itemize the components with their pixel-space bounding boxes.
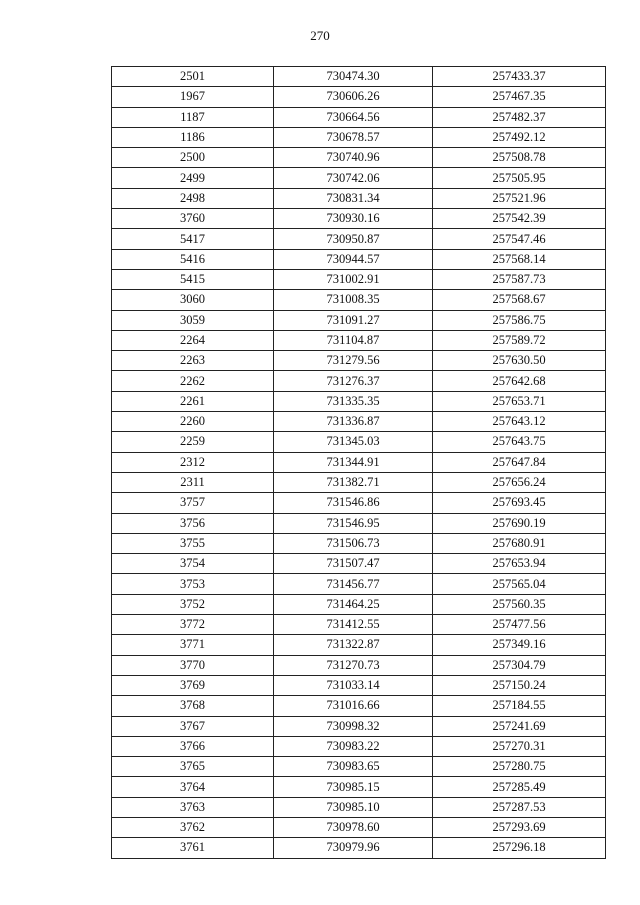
x-coordinate-cell: 730983.22 [274, 736, 433, 756]
point-number-cell: 3752 [112, 594, 274, 614]
x-coordinate-cell: 731008.35 [274, 290, 433, 310]
point-number-cell: 2312 [112, 452, 274, 472]
x-coordinate-cell: 731270.73 [274, 655, 433, 675]
table-row [112, 188, 606, 208]
point-number-cell: 3761 [112, 838, 274, 858]
point-number-cell: 2260 [112, 412, 274, 432]
y-coordinate-cell: 257184.55 [433, 696, 606, 716]
point-number-cell: 2311 [112, 472, 274, 492]
x-coordinate-cell: 731002.91 [274, 269, 433, 289]
x-coordinate-cell: 731279.56 [274, 351, 433, 371]
table-row [112, 675, 606, 695]
table-row [112, 817, 606, 837]
table-row [112, 574, 606, 594]
point-number-cell: 3771 [112, 635, 274, 655]
point-number-cell: 3059 [112, 310, 274, 330]
point-number-cell: 2261 [112, 391, 274, 411]
y-coordinate-cell: 257349.16 [433, 635, 606, 655]
x-coordinate-cell: 731456.77 [274, 574, 433, 594]
y-coordinate-cell: 257653.94 [433, 554, 606, 574]
point-number-cell: 3757 [112, 493, 274, 513]
x-coordinate-cell: 730979.96 [274, 838, 433, 858]
table-row [112, 249, 606, 269]
x-coordinate-cell: 730831.34 [274, 188, 433, 208]
table-row [112, 533, 606, 553]
x-coordinate-cell: 730474.30 [274, 67, 433, 87]
y-coordinate-cell: 257505.95 [433, 168, 606, 188]
y-coordinate-cell: 257296.18 [433, 838, 606, 858]
point-number-cell: 2499 [112, 168, 274, 188]
y-coordinate-cell: 257150.24 [433, 675, 606, 695]
x-coordinate-cell: 730678.57 [274, 127, 433, 147]
point-number-cell: 3756 [112, 513, 274, 533]
x-coordinate-cell: 731412.55 [274, 615, 433, 635]
table-row [112, 310, 606, 330]
point-number-cell: 1967 [112, 87, 274, 107]
table-row [112, 696, 606, 716]
x-coordinate-cell: 730742.06 [274, 168, 433, 188]
x-coordinate-cell: 730740.96 [274, 148, 433, 168]
y-coordinate-cell: 257241.69 [433, 716, 606, 736]
table-row [112, 615, 606, 635]
y-coordinate-cell: 257280.75 [433, 757, 606, 777]
table-row [112, 168, 606, 188]
point-number-cell: 2498 [112, 188, 274, 208]
table-row [112, 777, 606, 797]
table-row [112, 554, 606, 574]
point-number-cell: 2500 [112, 148, 274, 168]
y-coordinate-cell: 257647.84 [433, 452, 606, 472]
y-coordinate-cell: 257287.53 [433, 797, 606, 817]
x-coordinate-cell: 731382.71 [274, 472, 433, 492]
point-number-cell: 3769 [112, 675, 274, 695]
point-number-cell: 3764 [112, 777, 274, 797]
x-coordinate-cell: 730998.32 [274, 716, 433, 736]
table-row [112, 67, 606, 87]
point-number-cell: 1186 [112, 127, 274, 147]
point-number-cell: 3762 [112, 817, 274, 837]
point-number-cell: 3768 [112, 696, 274, 716]
y-coordinate-cell: 257656.24 [433, 472, 606, 492]
x-coordinate-cell: 730985.10 [274, 797, 433, 817]
point-number-cell: 3766 [112, 736, 274, 756]
y-coordinate-cell: 257643.75 [433, 432, 606, 452]
coordinates-table-body [112, 67, 606, 859]
point-number-cell: 3767 [112, 716, 274, 736]
y-coordinate-cell: 257589.72 [433, 330, 606, 350]
x-coordinate-cell: 731276.37 [274, 371, 433, 391]
table-row [112, 736, 606, 756]
point-number-cell: 1187 [112, 107, 274, 127]
point-number-cell: 2501 [112, 67, 274, 87]
x-coordinate-cell: 731507.47 [274, 554, 433, 574]
point-number-cell: 3772 [112, 615, 274, 635]
y-coordinate-cell: 257270.31 [433, 736, 606, 756]
x-coordinate-cell: 730978.60 [274, 817, 433, 837]
y-coordinate-cell: 257542.39 [433, 209, 606, 229]
point-number-cell: 5417 [112, 229, 274, 249]
y-coordinate-cell: 257304.79 [433, 655, 606, 675]
y-coordinate-cell: 257680.91 [433, 533, 606, 553]
y-coordinate-cell: 257433.37 [433, 67, 606, 87]
point-number-cell: 3754 [112, 554, 274, 574]
x-coordinate-cell: 731546.95 [274, 513, 433, 533]
y-coordinate-cell: 257643.12 [433, 412, 606, 432]
table-row [112, 412, 606, 432]
y-coordinate-cell: 257521.96 [433, 188, 606, 208]
point-number-cell: 2259 [112, 432, 274, 452]
coordinates-table [111, 66, 606, 859]
y-coordinate-cell: 257568.67 [433, 290, 606, 310]
point-number-cell: 3765 [112, 757, 274, 777]
y-coordinate-cell: 257285.49 [433, 777, 606, 797]
x-coordinate-cell: 731104.87 [274, 330, 433, 350]
table-row [112, 452, 606, 472]
point-number-cell: 3763 [112, 797, 274, 817]
table-row [112, 290, 606, 310]
page-number: 270 [310, 28, 330, 43]
x-coordinate-cell: 731033.14 [274, 675, 433, 695]
table-row [112, 716, 606, 736]
y-coordinate-cell: 257482.37 [433, 107, 606, 127]
y-coordinate-cell: 257565.04 [433, 574, 606, 594]
y-coordinate-cell: 257293.69 [433, 817, 606, 837]
y-coordinate-cell: 257560.35 [433, 594, 606, 614]
table-row [112, 655, 606, 675]
point-number-cell: 5416 [112, 249, 274, 269]
x-coordinate-cell: 731336.87 [274, 412, 433, 432]
x-coordinate-cell: 731464.25 [274, 594, 433, 614]
table-row [112, 269, 606, 289]
x-coordinate-cell: 730950.87 [274, 229, 433, 249]
table-row [112, 330, 606, 350]
point-number-cell: 3760 [112, 209, 274, 229]
table-row [112, 472, 606, 492]
point-number-cell: 3060 [112, 290, 274, 310]
y-coordinate-cell: 257642.68 [433, 371, 606, 391]
table-row [112, 432, 606, 452]
table-row [112, 107, 606, 127]
x-coordinate-cell: 731335.35 [274, 391, 433, 411]
table-row [112, 209, 606, 229]
x-coordinate-cell: 731016.66 [274, 696, 433, 716]
table-row [112, 371, 606, 391]
point-number-cell: 2264 [112, 330, 274, 350]
table-row [112, 797, 606, 817]
point-number-cell: 5415 [112, 269, 274, 289]
table-row [112, 513, 606, 533]
table-row [112, 229, 606, 249]
point-number-cell: 2263 [112, 351, 274, 371]
y-coordinate-cell: 257508.78 [433, 148, 606, 168]
x-coordinate-cell: 731345.03 [274, 432, 433, 452]
table-row [112, 757, 606, 777]
y-coordinate-cell: 257568.14 [433, 249, 606, 269]
y-coordinate-cell: 257587.73 [433, 269, 606, 289]
x-coordinate-cell: 731344.91 [274, 452, 433, 472]
table-row [112, 148, 606, 168]
table-row [112, 87, 606, 107]
y-coordinate-cell: 257690.19 [433, 513, 606, 533]
x-coordinate-cell: 730664.56 [274, 107, 433, 127]
x-coordinate-cell: 731546.86 [274, 493, 433, 513]
y-coordinate-cell: 257586.75 [433, 310, 606, 330]
y-coordinate-cell: 257547.46 [433, 229, 606, 249]
point-number-cell: 3755 [112, 533, 274, 553]
x-coordinate-cell: 731322.87 [274, 635, 433, 655]
table-row [112, 635, 606, 655]
table-row [112, 391, 606, 411]
y-coordinate-cell: 257477.56 [433, 615, 606, 635]
table-row [112, 838, 606, 858]
x-coordinate-cell: 730930.16 [274, 209, 433, 229]
table-row [112, 351, 606, 371]
y-coordinate-cell: 257653.71 [433, 391, 606, 411]
x-coordinate-cell: 730985.15 [274, 777, 433, 797]
x-coordinate-cell: 731091.27 [274, 310, 433, 330]
y-coordinate-cell: 257693.45 [433, 493, 606, 513]
x-coordinate-cell: 730944.57 [274, 249, 433, 269]
point-number-cell: 2262 [112, 371, 274, 391]
point-number-cell: 3753 [112, 574, 274, 594]
x-coordinate-cell: 730983.65 [274, 757, 433, 777]
x-coordinate-cell: 731506.73 [274, 533, 433, 553]
table-row [112, 594, 606, 614]
table-row [112, 493, 606, 513]
y-coordinate-cell: 257467.35 [433, 87, 606, 107]
table-row [112, 127, 606, 147]
y-coordinate-cell: 257492.12 [433, 127, 606, 147]
y-coordinate-cell: 257630.50 [433, 351, 606, 371]
point-number-cell: 3770 [112, 655, 274, 675]
x-coordinate-cell: 730606.26 [274, 87, 433, 107]
